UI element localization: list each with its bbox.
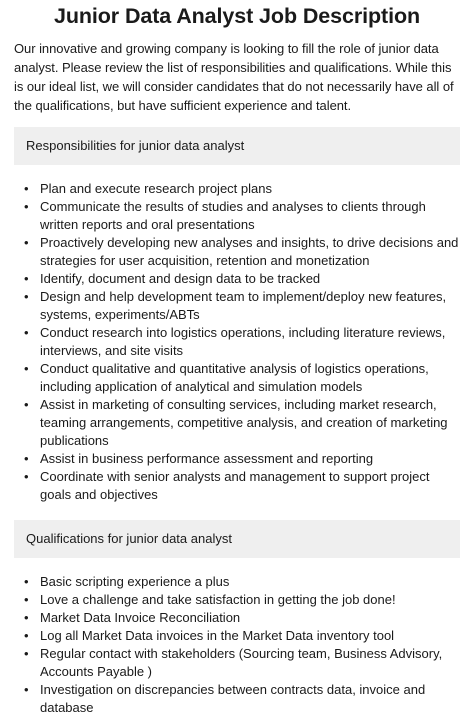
intro-paragraph: Our innovative and growing company is looking to fill the role of junior data analyst. Please review the list of responsibilities and qualifications. While this is our ideal list, we will consider candidates that do not necessarily have all of the qualifications, but have sufficient experience and talent. — [14, 41, 454, 113]
list-item: • Log all Market Data invoices in the Market Data inventory tool — [24, 627, 460, 645]
list-item: • Plan and execute research project plans — [24, 180, 460, 198]
list-item: • Assist in business performance assessment and reporting — [24, 450, 460, 468]
list-item: • Love a challenge and take satisfaction in getting the job done! — [24, 591, 460, 609]
qualifications-list — [14, 573, 460, 717]
list-item: • Market Data Invoice Reconciliation — [24, 609, 460, 627]
responsibilities-heading: Responsibilities for junior data analyst — [14, 127, 460, 165]
list-item: • Conduct qualitative and quantitative analysis of logistics operations, including application of analytical and simulation models — [24, 360, 460, 396]
list-item: • Coordinate with senior analysts and management to support project goals and objectives — [24, 468, 460, 504]
responsibilities-list — [14, 180, 460, 504]
list-item: • Regular contact with stakeholders (Sourcing team, Business Advisory, Accounts Payable ) — [24, 645, 460, 681]
list-item: • Communicate the results of studies and analyses to clients through written reports and oral presentations — [24, 198, 460, 234]
qualifications-heading: Qualifications for junior data analyst — [14, 520, 460, 558]
page-title: Junior Data Analyst Job Description — [53, 4, 421, 28]
list-item: • Proactively developing new analyses and insights, to drive decisions and strategies for user acquisition, retention and monetization — [24, 234, 460, 270]
list-item: • Basic scripting experience a plus — [24, 573, 460, 591]
list-item: • Design and help development team to implement/deploy new features, systems, experiments/ABTs — [24, 288, 460, 324]
list-item: • Assist in marketing of consulting services, including market research, teaming arrangements, competitive analysis, and creation of marketing publications — [24, 396, 460, 450]
list-item: • Conduct research into logistics operations, including literature reviews, interviews, and site visits — [24, 324, 460, 360]
list-item: • Identify, document and design data to be tracked — [24, 270, 460, 288]
list-item: • Investigation on discrepancies between contracts data, invoice and database — [24, 681, 460, 717]
